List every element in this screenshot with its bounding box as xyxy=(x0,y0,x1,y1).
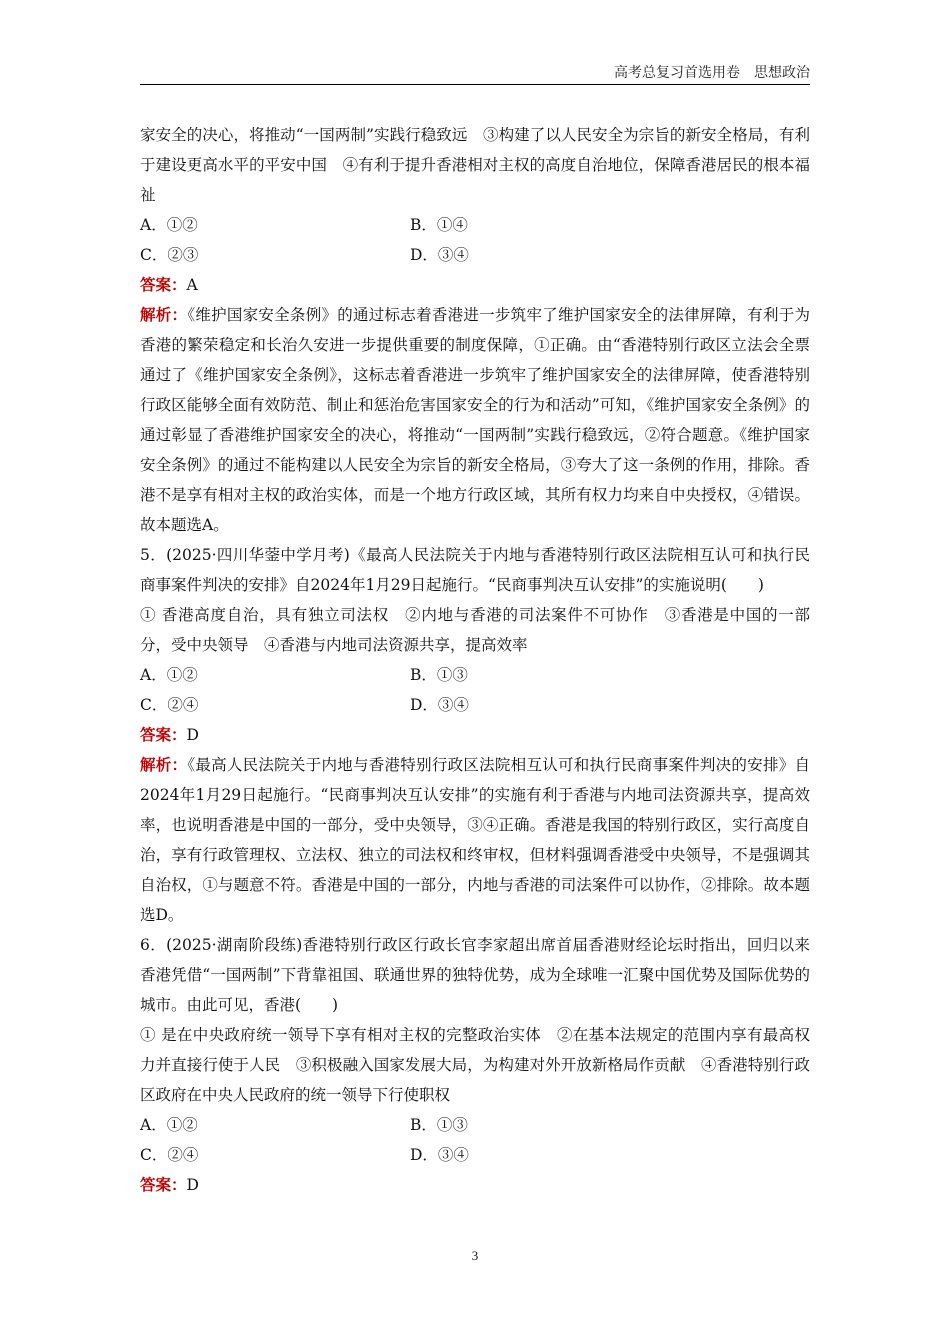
q5-head: 5．(2025·四川华蓥中学月考) xyxy=(140,546,350,564)
page-content xyxy=(140,120,810,1200)
q6-statements: ① 是在中央政府统一领导下享有相对主权的完整政治实体 ②在基本法规定的范围内享有最高权力并直接行使于人民 ③积极融入国家发展大局，为构建对外开放新格局作贡献 ④香港特别行政区政府在中央人民政府的统一领导下行使职权 xyxy=(140,1026,810,1104)
q4-option-d: D．③④ xyxy=(410,246,469,264)
q4-options-row-1 xyxy=(140,210,810,240)
running-header: 高考总复习首选用卷 思想政治 xyxy=(614,65,810,81)
q5-options-row-1 xyxy=(140,660,810,690)
q5-stem-text: 《最高人民法院关于内地与香港特别行政区法院相互认可和执行民商事案件判决的安排》自2024年1月29日起施行。“民商事判决互认安排”的实施说明( ) xyxy=(140,546,810,594)
analysis-label: 解析： xyxy=(140,756,188,774)
q6-stem xyxy=(140,930,810,1020)
q5-option-d: D．③④ xyxy=(410,696,469,714)
q6-options-row-1 xyxy=(140,1110,810,1140)
page-number: 3 xyxy=(471,1248,479,1263)
q5-option-a: A．①② xyxy=(140,666,198,684)
answer-label: 答案： xyxy=(140,276,187,294)
answer-label: 答案： xyxy=(140,1176,187,1194)
q4-option-a: A．①② xyxy=(140,216,198,234)
q5-statements: ① 香港高度自治，具有独立司法权 ②内地与香港的司法案件不可协作 ③香港是中国的一部分，受中央领导 ④香港与内地司法资源共享，提高效率 xyxy=(140,606,810,654)
q5-analysis xyxy=(140,750,810,930)
q4-options-row-2 xyxy=(140,240,810,270)
q4-option-c: C．②③ xyxy=(140,246,199,264)
header-rule xyxy=(140,84,810,85)
q6-option-a: A．①② xyxy=(140,1116,198,1134)
q6-answer xyxy=(140,1170,810,1200)
q4-analysis xyxy=(140,300,810,540)
answer-value: D xyxy=(186,726,199,744)
analysis-text: 《维护国家安全条例》的通过标志着香港进一步筑牢了维护国家安全的法律屏障，有利于为香港的繁荣稳定和长治久安进一步提供重要的制度保障，①正确。由“香港特别行政区立法会全票通过了《维护国家安全条例》，这标志着香港进一步筑牢了维护国家安全的法律屏障，使香港特别行政区能够全面有效防范、制止和惩治危害国家安全的行为和活动”可知，《维护国家安全条例》的通过彰显了香港维护国家安全的决心，将推动“一国两制”实践行稳致远，②符合题意。《维护国家安全条例》的通过不能构建以人民安全为宗旨的新安全格局，③夸大了这一条例的作用，排除。香港不是享有相对主权的政治实体，而是一个地方行政区域，其所有权力均来自中央授权，④错误。故本题选A。 xyxy=(140,306,810,534)
q5-option-b: B．①③ xyxy=(410,666,468,684)
q4-answer xyxy=(140,270,810,300)
answer-label: 答案： xyxy=(140,726,187,744)
q5-options-row-2 xyxy=(140,690,810,720)
q6-option-b: B．①③ xyxy=(410,1116,468,1134)
q5-option-c: C．②④ xyxy=(140,696,199,714)
q6-head: 6．(2025·湖南阶段练) xyxy=(140,936,303,954)
answer-value: A xyxy=(186,276,198,294)
q4-option-b: B．①④ xyxy=(410,216,468,234)
answer-value: D xyxy=(186,1176,199,1194)
analysis-text: 《最高人民法院关于内地与香港特别行政区法院相互认可和执行民商事案件判决的安排》自2024年1月29日起施行。“民商事判决互认安排”的实施有利于香港与内地司法资源共享，提高效率，也说明香港是中国的一部分，受中央领导，③④正确。香港是我国的特别行政区，实行高度自治，享有行政管理权、立法权、独立的司法权和终审权，但材料强调香港受中央领导，不是强调其自治权，①与题意不符。香港是中国的一部分，内地与香港的司法案件可以协作，②排除。故本题选D。 xyxy=(140,756,810,924)
analysis-label: 解析： xyxy=(140,306,188,324)
q5-stem xyxy=(140,540,810,600)
q6-options-row-2 xyxy=(140,1140,810,1170)
q4-stem-continuation: 家安全的决心，将推动“一国两制”实践行稳致远 ③构建了以人民安全为宗旨的新安全格局，有利于建设更高水平的平安中国 ④有利于提升香港相对主权的高度自治地位，保障香港居民的根本福祉 xyxy=(140,126,810,204)
q6-stem-text: 香港特别行政区行政长官李家超出席首届香港财经论坛时指出，回归以来香港凭借“一国两制”下背靠祖国、联通世界的独特优势，成为全球唯一汇聚中国优势及国际优势的城市。由此可见，香港( ) xyxy=(140,936,810,1014)
q5-answer xyxy=(140,720,810,750)
q6-option-d: D．③④ xyxy=(410,1146,469,1164)
q6-option-c: C．②④ xyxy=(140,1146,199,1164)
